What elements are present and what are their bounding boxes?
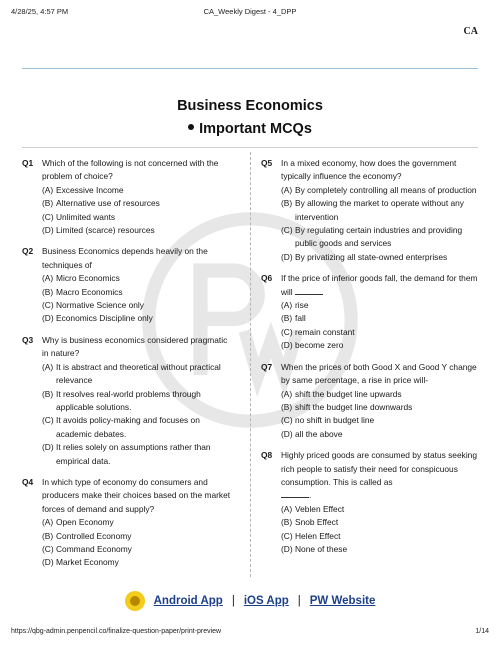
- option-label: (A): [42, 361, 54, 372]
- option-label: (C): [281, 326, 293, 337]
- print-url: https://qbg-admin.penpencil.co/finalize-question-paper/print-preview: [11, 628, 222, 635]
- option-text: It relies solely on assumptions rather than empirical data.: [56, 442, 211, 466]
- option-text: Controlled Economy: [56, 530, 132, 541]
- question-number: Q2: [22, 246, 34, 257]
- question-text-content: Highly priced goods are consumed by status seeking rich people to satisfy their need for conspicuous consumption. This is called as: [281, 450, 477, 487]
- option-text: Open Economy: [56, 517, 114, 528]
- question-number: Q5: [261, 158, 273, 168]
- page-number: 1/14: [475, 628, 489, 635]
- option-label: (D): [42, 313, 54, 324]
- option-item: [42, 312, 234, 325]
- question-block: [22, 245, 234, 325]
- option-text: By allowing the market to operate without any intervention: [295, 198, 464, 222]
- option-label: (B): [281, 517, 293, 528]
- question-block: [261, 361, 481, 441]
- option-label: (B): [281, 401, 293, 412]
- question-text: [281, 272, 481, 299]
- title-rule: [22, 147, 478, 148]
- option-text: It avoids policy-making and focuses on academic debates.: [56, 415, 200, 439]
- option-item: [42, 197, 234, 210]
- option-item: [42, 299, 234, 312]
- option-item: [281, 339, 481, 352]
- option-item: [281, 414, 481, 427]
- link-separator: |: [297, 595, 301, 607]
- print-date: 4/28/25, 4:57 PM: [11, 7, 69, 16]
- option-item: [281, 530, 481, 543]
- option-item: [281, 312, 481, 325]
- option-item: [42, 516, 234, 529]
- question-text: Business Economics depends heavily on the techniques of: [42, 246, 208, 270]
- pw-logo-icon: [125, 591, 145, 611]
- option-text: None of these: [295, 543, 348, 554]
- option-label: (A): [42, 184, 54, 195]
- option-item: [42, 441, 234, 468]
- option-text: It resolves real-world problems through applicable solutions.: [56, 388, 201, 412]
- option-text: Limited (scarce) resources: [56, 225, 155, 236]
- pw-website-link[interactable]: PW Website: [309, 595, 376, 607]
- option-text: Economics Discipline only: [56, 313, 153, 324]
- option-text: Normative Science only: [56, 300, 144, 311]
- option-item: [42, 414, 234, 441]
- column-divider: [250, 152, 251, 577]
- option-text: shift the budget line upwards: [295, 388, 402, 399]
- option-text: By completely controlling all means of production: [295, 184, 477, 195]
- option-label: (B): [42, 388, 54, 399]
- options-list: [261, 388, 481, 442]
- options-list: [261, 503, 481, 557]
- option-text: Micro Economics: [56, 273, 120, 284]
- link-separator: |: [231, 595, 235, 607]
- brand-logo-text: CA: [463, 26, 478, 37]
- option-item: [42, 388, 234, 415]
- question-block: [22, 476, 234, 570]
- header-rule: [22, 68, 478, 69]
- option-text: It is abstract and theoretical without practical relevance: [56, 361, 221, 386]
- option-item: [281, 388, 481, 401]
- page-subtitle-text: Important MCQs: [199, 121, 312, 137]
- option-label: (D): [281, 251, 293, 262]
- option-label: (D): [42, 442, 54, 453]
- option-item: [42, 543, 234, 556]
- option-label: (C): [281, 530, 293, 541]
- option-item: [281, 224, 481, 251]
- option-item: [281, 428, 481, 441]
- print-doc-title: CA_Weekly Digest - 4_DPP: [203, 7, 297, 16]
- question-number: Q4: [22, 476, 34, 487]
- option-item: [281, 326, 481, 339]
- option-text: Helen Effect: [295, 530, 341, 541]
- option-item: [281, 503, 481, 516]
- options-list: [22, 516, 234, 570]
- options-list: [22, 272, 234, 326]
- option-text: By regulating certain industries and providing public goods and services: [295, 225, 463, 249]
- ios-app-link[interactable]: iOS App: [243, 595, 289, 607]
- question-number: Q6: [261, 273, 273, 284]
- option-label: (A): [42, 517, 54, 528]
- option-label: (D): [42, 557, 54, 568]
- print-header: [11, 7, 489, 19]
- option-item: [281, 184, 481, 197]
- option-text: By privatizing all state-owned enterprises: [295, 251, 448, 262]
- question-text: Why is business economics considered pragmatic in nature?: [42, 334, 228, 359]
- option-text: rise: [295, 300, 309, 311]
- question-text: When the prices of both Good X and Good Y change by same percentage, a rise in price will-: [281, 361, 477, 386]
- option-item: [42, 361, 234, 388]
- option-text: all the above: [295, 428, 343, 439]
- question-text: Which of the following is not concerned with the problem of choice?: [42, 158, 219, 182]
- option-item: [42, 184, 234, 197]
- option-label: (A): [42, 273, 54, 284]
- question-block: [261, 449, 481, 556]
- option-label: (B): [281, 313, 293, 324]
- option-item: [42, 286, 234, 299]
- option-text: Snob Effect: [295, 517, 339, 528]
- option-item: [42, 530, 234, 543]
- option-label: (B): [42, 530, 54, 541]
- option-text: no shift in budget line: [295, 415, 375, 426]
- option-label: (C): [42, 415, 54, 426]
- option-text: Excessive Income: [56, 184, 124, 195]
- option-label: (D): [281, 543, 293, 554]
- option-text: Veblen Effect: [295, 503, 345, 514]
- options-list: [261, 299, 481, 353]
- option-item: [42, 556, 234, 569]
- question-text: In which type of economy do consumers and producers make their choices based on the market forces of demand and supply?: [42, 476, 231, 514]
- option-label: (C): [42, 543, 54, 554]
- option-label: (A): [281, 388, 293, 399]
- question-block: [261, 272, 481, 352]
- question-number: Q7: [261, 361, 273, 372]
- question-block: [22, 157, 234, 237]
- option-item: [281, 543, 481, 556]
- android-app-link[interactable]: Android App: [153, 595, 223, 607]
- question-block: [22, 334, 234, 468]
- option-label: (D): [281, 428, 293, 439]
- option-text: become zero: [295, 340, 344, 351]
- right-column: [261, 157, 481, 564]
- app-links-bar: [0, 589, 500, 613]
- option-text: Market Economy: [56, 557, 119, 568]
- option-label: (D): [42, 225, 54, 236]
- option-item: [281, 299, 481, 312]
- option-text: fall: [295, 313, 306, 324]
- option-text: Command Economy: [56, 543, 132, 554]
- option-text: Macro Economics: [56, 286, 123, 297]
- option-item: [281, 401, 481, 414]
- option-label: (A): [281, 503, 293, 514]
- option-label: (A): [281, 184, 293, 195]
- bullet-icon: [188, 124, 194, 130]
- option-label: (B): [281, 198, 293, 209]
- option-item: [42, 224, 234, 237]
- option-label: (D): [281, 340, 293, 351]
- options-list: [22, 184, 234, 238]
- option-label: (C): [281, 415, 293, 426]
- question-text: Highly priced goods are consumed by status seeking rich people to satisfy their need for conspicuous consumption. This is called as .: [281, 450, 477, 501]
- option-item: [281, 251, 481, 264]
- option-text: remain constant: [295, 326, 355, 337]
- option-item: [281, 516, 481, 529]
- print-footer: [11, 628, 489, 638]
- question-number: Q1: [22, 158, 34, 168]
- answer-blank: [281, 489, 309, 498]
- option-text: shift the budget line downwards: [295, 401, 413, 412]
- answer-blank: [295, 286, 323, 295]
- option-label: (B): [42, 198, 54, 209]
- option-label: (B): [42, 286, 54, 297]
- left-column: [22, 157, 234, 578]
- option-text: Unlimited wants: [56, 211, 116, 222]
- option-item: [42, 211, 234, 224]
- page-title: Business Economics: [177, 98, 323, 114]
- page-subtitle: [0, 121, 500, 137]
- option-item: [42, 272, 234, 285]
- options-list: [261, 184, 481, 264]
- question-block: [261, 157, 481, 264]
- option-label: (C): [42, 300, 54, 311]
- options-list: [22, 361, 234, 468]
- question-number: Q3: [22, 334, 34, 345]
- question-text: In a mixed economy, how does the government typically influence the economy?: [281, 158, 457, 182]
- option-label: (A): [281, 300, 293, 311]
- option-label: (C): [281, 225, 293, 236]
- option-text: Alternative use of resources: [56, 198, 160, 209]
- question-text-content: If the price of inferior goods fall, the demand for them will: [281, 273, 478, 297]
- option-item: [281, 197, 481, 224]
- option-label: (C): [42, 211, 54, 222]
- question-number: Q8: [261, 450, 273, 461]
